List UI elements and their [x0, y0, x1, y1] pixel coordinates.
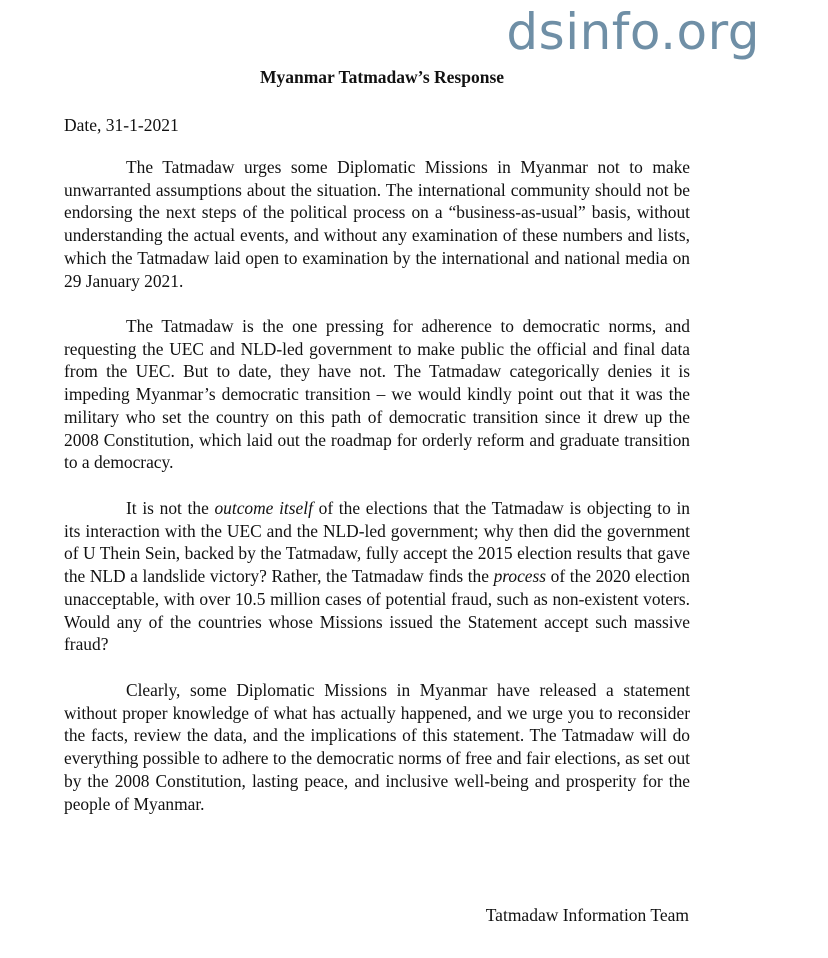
paragraph-3-text-2: of the elections that the Tatmadaw is objecting to in its interaction with the UEC and the NLD-led government; why then did the government of U Thein Sein, backed by the Tatmadaw, fully accept the 2015 election results that gave the NLD a landslide victory? Rather, the Tatmadaw finds the — [64, 498, 690, 587]
paragraph-3-emphasis-outcome: outcome itself — [214, 498, 313, 518]
watermark-text: dsinfo.org — [506, 3, 760, 61]
paragraph-3-text-3: of the 2020 election unacceptable, with over 10.5 million cases of potential fraud, such as non-existent voters. Would any of the countries whose Missions issued the Statement accept such massive fraud? — [64, 566, 690, 655]
paragraph-4: Clearly, some Diplomatic Missions in Myanmar have released a statement without proper knowledge of what has actually happened, and we urge you to reconsider the facts, review the data, and the implications of this statement. The Tatmadaw will do everything possible to adhere to the democratic norms of free and fair elections, as set out by the 2008 Constitution, lasting peace, and inclusive well-being and prosperity for the people of Myanmar. — [64, 680, 690, 814]
paragraph-3 — [64, 497, 690, 656]
paragraph-3-emphasis-process: process — [493, 566, 547, 587]
document-date: Date, 31-1-2021 — [64, 115, 179, 135]
document-title: Myanmar Tatmadaw’s Response — [259, 67, 505, 87]
paragraph-1: The Tatmadaw urges some Diplomatic Missions in Myanmar not to make unwarranted assumptions about the situation. The international community should not be endorsing the next steps of the political process on a “business-as-usual” basis, without understanding the actual events, and without any examination of these numbers and lists, which the Tatmadaw laid open to examination by the international and national media on 29 January 2021. — [64, 157, 690, 291]
paragraph-2: The Tatmadaw is the one pressing for adherence to democratic norms, and requesting the UEC and NLD-led government to make public the official and final data from the UEC. But to date, they have not. The Tatmadaw categorically denies it is impeding Myanmar’s democratic transition – we would kindly point out that it was the military who set the country on this path of democratic transition since it drew up the 2008 Constitution, which laid out the roadmap for orderly reform and graduate transition to a democracy. — [64, 316, 690, 473]
paragraph-3-text-1: It is not the — [126, 498, 215, 518]
signature-line: Tatmadaw Information Team — [485, 905, 689, 925]
